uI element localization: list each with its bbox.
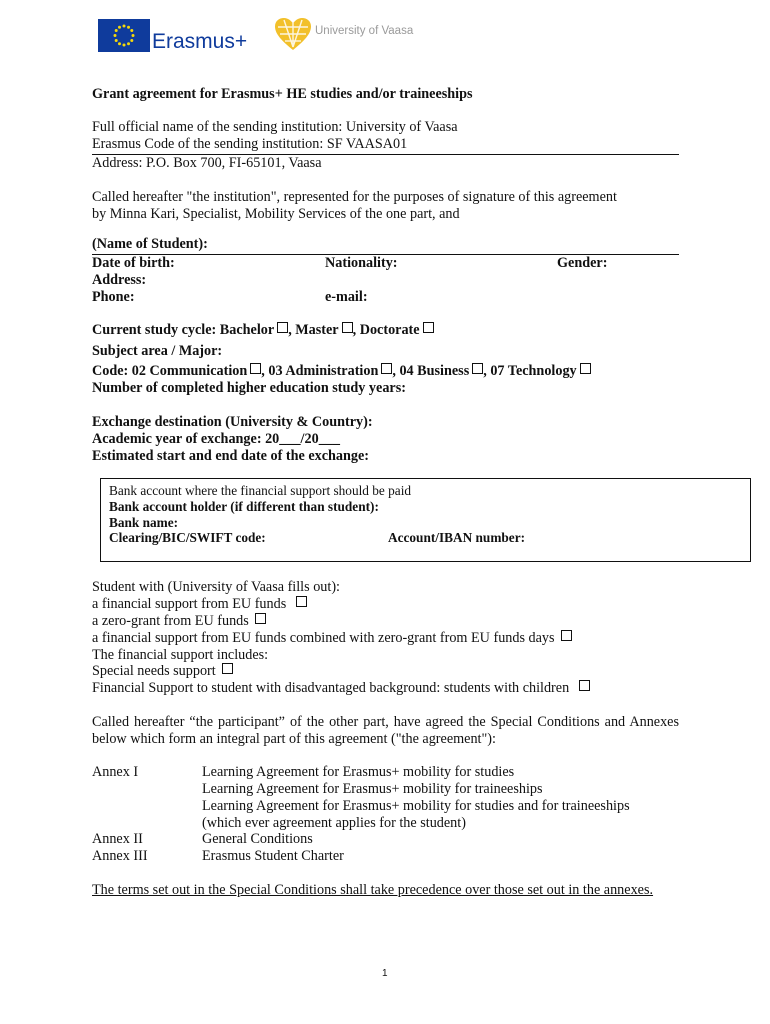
annex1-item: Learning Agreement for Erasmus+ mobility for studies and for traineeships [202,798,630,814]
master-checkbox[interactable] [342,322,353,333]
zero-grant-label: a zero-grant from EU funds [92,613,249,629]
administration-checkbox[interactable] [381,363,392,374]
terms-paragraph: The terms set out in the Special Conditions shall take precedence over those set out in the annexes. [92,882,654,898]
phone-label: Phone: [92,289,135,305]
support-eu-funds-line [92,596,307,613]
exchange-destination-label: Exchange destination (University & Country): [92,414,373,430]
bank-heading: Bank account where the financial support should be paid [109,483,412,498]
nationality-label: Nationality: [325,255,398,271]
doctorate-label: , Doctorate [352,322,420,338]
technology-checkbox[interactable] [580,363,591,374]
email-label: e-mail: [325,289,368,305]
communication-checkbox[interactable] [250,363,261,374]
document-title: Grant agreement for Erasmus+ HE studies and/or traineeships [92,86,473,102]
eu-funds-label: a financial support from EU funds [92,596,287,612]
disadvantaged-label: Financial Support to student with disadvantaged background: students with children [92,680,570,696]
erasmus-logo-text: Erasmus+ [152,30,248,53]
special-needs-checkbox[interactable] [222,663,233,674]
bank-account-box [100,478,751,562]
gender-label: Gender: [557,255,608,271]
disadvantaged-checkbox[interactable] [579,680,590,691]
iban-label: Account/IBAN number: [388,530,526,545]
subject-code-line [92,363,591,380]
support-intro: Student with (University of Vaasa fills out): [92,579,340,595]
annex1-label: Annex I [92,764,139,780]
combined-label: a financial support from EU funds combined with zero-grant from EU funds days [92,630,555,646]
subject-area-label: Subject area / Major: [92,343,223,359]
combined-checkbox[interactable] [561,630,572,641]
support-zero-grant-line [92,613,266,630]
page-number: 1 [382,968,388,979]
academic-year-label: Academic year of exchange: 20___/20___ [92,431,340,447]
annex3-text: Erasmus Student Charter [202,848,344,864]
technology-label: , 07 Technology [483,363,577,379]
doctorate-checkbox[interactable] [423,322,434,333]
business-checkbox[interactable] [472,363,483,374]
master-label: , Master [288,322,339,338]
institution-address-line: Address: P.O. Box 700, FI-65101, Vaasa [92,155,322,171]
special-needs-line [92,663,233,680]
institution-clause-line1: Called hereafter "the institution", represented for the purposes of signature of this agreement [92,189,617,205]
institution-code-line: Erasmus Code of the sending institution: SF VAASA01 [92,136,408,152]
code-label: Code: 02 Communication [92,363,248,379]
university-logo-text: University of Vaasa [315,25,414,37]
zero-grant-checkbox[interactable] [255,613,266,624]
administration-label: , 03 Administration [261,363,379,379]
support-combined-line [92,630,572,647]
exchange-dates-label: Estimated start and end date of the exchange: [92,448,370,464]
annex1-item: Learning Agreement for Erasmus+ mobility for studies [202,764,515,780]
special-needs-label: Special needs support [92,663,216,679]
business-label: , 04 Business [392,363,470,379]
student-name-label: (Name of Student): [92,236,208,252]
bank-name-label: Bank name: [109,515,179,530]
study-cycle-label: Current study cycle: Bachelor [92,322,275,338]
annex2-label: Annex II [92,831,143,847]
annex3-label: Annex III [92,848,148,864]
participant-paragraph: Called hereafter “the participant” of the other part, have agreed the Special Conditions and Annexes below which form an integral part of this agreement ("the agreement"): [92,714,679,747]
support-includes: The financial support includes: [92,647,269,663]
eu-funds-checkbox[interactable] [296,596,307,607]
study-cycle-line [92,322,434,339]
institution-name-line: Full official name of the sending institution: University of Vaasa [92,119,458,135]
swift-code-label: Clearing/BIC/SWIFT code: [109,530,266,545]
vaasa-heart-icon [274,17,312,51]
annex1-item: Learning Agreement for Erasmus+ mobility for traineeships [202,781,543,797]
study-years-label: Number of completed higher education study years: [92,380,406,396]
disadvantaged-line [92,680,590,697]
address-label: Address: [92,272,147,288]
institution-clause-line2: by Minna Kari, Specialist, Mobility Services of the one part, and [92,206,460,222]
eu-flag-icon [98,19,150,52]
annex1-item: (which ever agreement applies for the student) [202,815,466,831]
date-of-birth-label: Date of birth: [92,255,175,271]
bank-holder-label: Bank account holder (if different than student): [109,499,379,514]
annex2-text: General Conditions [202,831,313,847]
bachelor-checkbox[interactable] [277,322,288,333]
